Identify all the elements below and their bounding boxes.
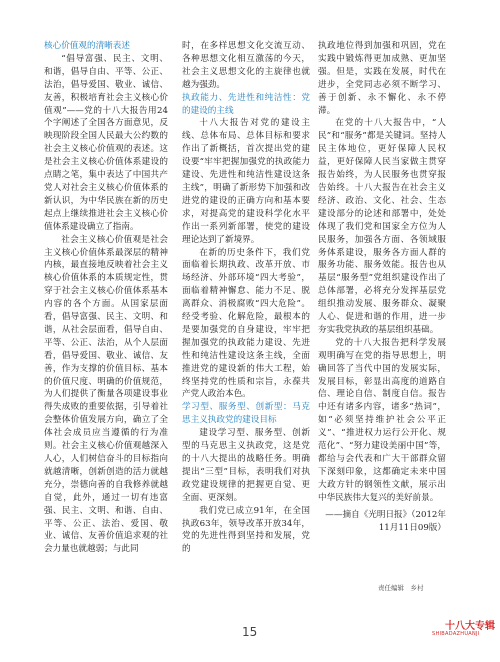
source-citation: ——摘自《光明日报》（2012年11月11日09版） [325,509,446,533]
paragraph: 党的十八大报告把科学发展观明确写在党的指导思想上，明确回答了当代中国的发展实际，发展目标，彰显出高度的道路自信、理论自信、制度自信。报告中还有诸多内容，诸多“热词”，如“必须坚持维护社会公平正义”、“推进权力运行公开化、规范化”、“努力建设美丽中国”等，都给与会代表和广大干部群众留下深刻印象，这都确定未来中国大政方针的钢领性文献，展示出中华民族伟大复兴的美好前景。 [318,337,446,503]
section-heading-party-building-mainline: 执政能力、先进性和纯洁性：党的建设的主线 [182,92,310,116]
editor-credit: 责任编辑 乡村 [378,584,424,592]
paragraph: “倡导富强、民主、文明、和谐，倡导自由、平等、公正、法治，倡导爱国、敬业、诚信、友善，积极培育社会主义核心价值观”——党的十八大报告用24个字阐述了全国各方面意见，反映现阶段全国人民最大公约数的社会主义核心价值观的表述。这是社会主义核心价值体系建设的点睛之笔，集中表达了中国共产党人对社会主义核心价值体系的新认识，为中华民族在新的历史起点上继续推进社会主义核心价值体系建设确立了指南。 [44,53,168,232]
page-number: 15 [242,625,258,639]
special-issue-label: 十八大专辑 [445,621,495,632]
section-heading-party-building-goal: 学习型、服务型、创新型：马克思主义执政党的建设目标 [182,402,310,426]
column-right [318,40,446,600]
column-left [44,40,168,600]
paragraph: 在新的历史条件下，我们党面临着长期执政、改革开放、市场经济、外部环境“四大考验”，面临着精神懈怠、能力不足、脱离群众、消极腐败“四大危险”。经受考验、化解危险，最根本的是要加强党的自身建设，牢牢把握加强党的执政能力建设、先进性和纯洁性建设这条主线，全面推进党的建设新的伟大工程，始终坚持党的性质和宗旨，永葆共产党人政治本色。 [182,247,310,400]
paragraph: 时，在多样思想文化交流互动、各种思想文化相互激荡的今天，社会主义思想文化的主旋律也就越为强劲。 [182,41,310,90]
paragraph: 十八大报告对党的建设主线、总体布局、总体目标和要求作出了新概括，首次提出党的建设要“牢牢把握加强党的执政能力建设、先进性和纯洁性建设这条主线”，明确了新形势下加强和改进党的建设的正确方向和基本要求，对提高党的建设科学化水平作出一系列新部署，使党的建设理论达到了新境界。 [182,118,310,245]
paragraph: 执政地位得到加强和巩固，党在实践中锻炼得更加成熟、更加坚强。但是，实践在发展，时代在进步，全党同志必须不断学习、善于创新、永不懈化、永不停滞。 [318,41,446,116]
paragraph: 在党的十八大报告中，“人民”和“服务”都是关键词。坚持人民主体地位，更好保障人民权益，更好保障人民当家做主贯穿报告始终，为人民服务也贯穿报告始终。十八大报告在社会主义经济、政治、文化、社会、生态建设部分的论述和部署中，处处体现了我们党和国家全方位为人民服务，加强各方面、各领域服务体系建设，服务各方面人群的服务功能、服务效能。报告也从基层“服务型”党组织建设作出了总体部署，必将充分发挥基层党组织推动发展、服务群众、凝聚人心、促进和谐的作用，进一步夯实我党执政的基层组织基础。 [318,118,446,335]
column-middle [182,40,310,600]
paragraph: 我们党已成立91年，在全国执政63年，领导改革开放34年，党的先进性得到坚持和发展，党的 [182,505,310,555]
paragraph: 社会主义核心价值观是社会主义核心价值体系最深层的精神内核，最直接地反映着社会主义核心价值体系的本质规定性，贯穿于社会主义核心价值体系基本内容的各个方面。从国家层面看，倡导富强、民主、文明、和谐，从社会层面看，倡导自由、平等、公正、法治，从个人层面看，倡导爱国、敬业、诚信、友善，作为支撑的价值目标、基本的价值尺度、明确的价值规范，为人们提供了衡量各项建设事业得失成败的重要依据，引导着社会整体价值发展方向，确立了全体社会成员应当遵循的行为准则。社会主义核心价值观越深入人心，人们树信奋斗的目标指向就越清晰，创新创造的活力就越充分，崇德向善的自我修养就越自觉，此外，通过一切有违富强、民主、文明、和谐、自由、平等、公正、法治、爱国、敬业、诚信、友善价值追求观的社会力量也就越弱；与此同 [44,234,168,555]
special-issue-pinyin: SHIBADAZHUANJI [432,631,480,637]
paragraph: 建设学习型、服务型、创新型的马克思主义执政党，这是党的十八大提出的战略任务。明确提出“三型”目标，表明我们对执政党建设规律的把握更自觉、更全面、更深刻。 [182,428,310,503]
section-heading-core-values: 核心价值观的清晰表述 [44,41,130,51]
